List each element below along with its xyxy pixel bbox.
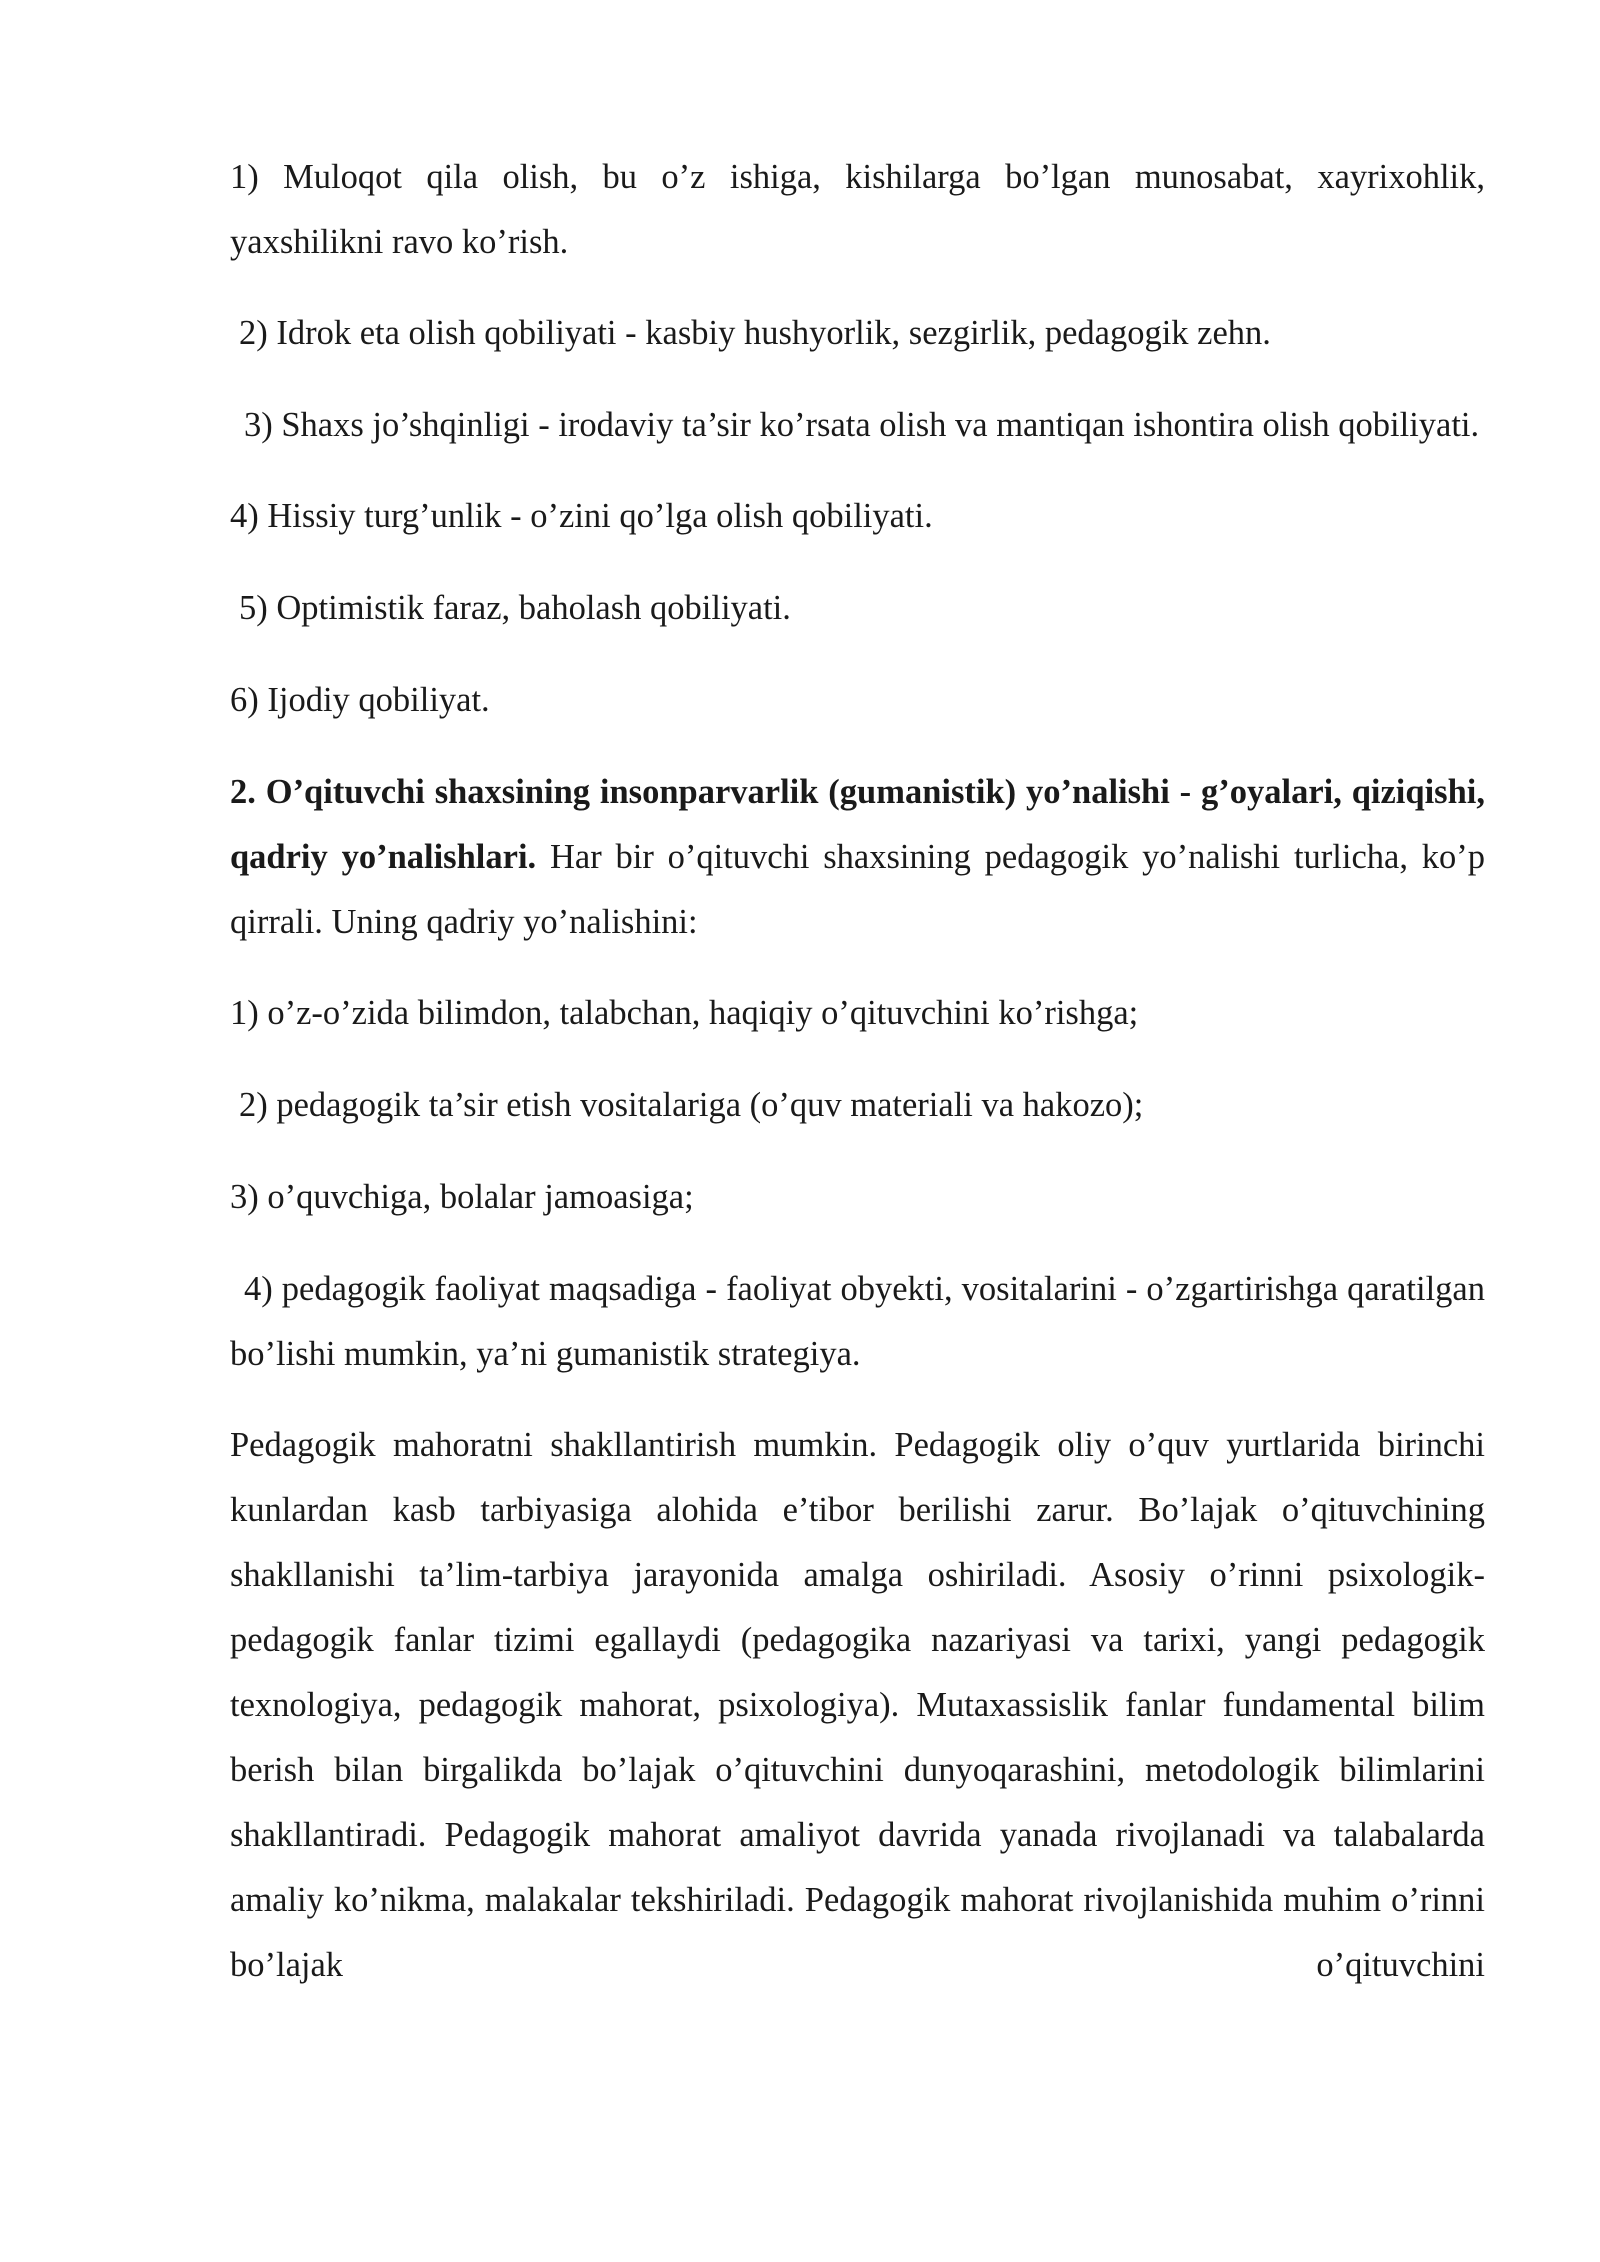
value-item-self: 1) o’z-o’zida bilimdon, talabchan, haqiqiy o’qituvchini ko’rishga; [230,994,1139,1032]
section-paragraph-humanistic [230,760,1485,955]
value-item-means: 2) pedagogik ta’sir etish vositalariga (o’quv materiali va hakozo); [239,1086,1144,1124]
list-item-perception: 2) Idrok eta olish qobiliyati - kasbiy hushyorlik, sezgirlik, pedagogik zehn. [239,314,1271,352]
section-heading: 2. O’qituvchi shaxsining insonparvarlik (gumanistik) yo’nalishi - g’oyalari, qiziqishi, qadriy yo’nalishlari. [230,773,1485,876]
list-item-personality: 3) Shaxs jo’shqinligi - irodaviy ta’sir ko’rsata olish va mantiqan ishontira olish qobiliyati. [244,406,1480,444]
list-item-optimism: 5) Optimistik faraz, baholash qobiliyati. [239,589,791,627]
list-item-communication: 1) Muloqot qila olish, bu o’z ishiga, kishilarga bo’lgan munosabat, xayrixohlik, yaxshilikni ravo ko’rish. [230,158,1485,261]
value-item-students: 3) o’quvchiga, bolalar jamoasiga; [230,1178,694,1216]
section-body: Har bir o’qituvchi shaxsining pedagogik yo’nalishi turlicha, ko’p qirrali. Uning qadriy yo’nalishini: [230,838,1485,941]
body-paragraph-mastery: Pedagogik mahoratni shakllantirish mumkin. Pedagogik oliy o’quv yurtlarida birinchi kunlardan kasb tarbiyasiga alohida e’tibor berilishi zarur. Bo’lajak o’qituvchining shakllanishi ta’lim-tarbiya jarayonida amalga oshiriladi. Asosiy o’rinni psixologik-pedagogik fanlar tizimi egallaydi (pedagogika nazariyasi va tarixi, yangi pedagogik texnologiya, pedagogik mahorat, psixologiya). Mutaxassislik fanlar fundamental bilim berish bilan birgalikda bo’lajak o’qituvchini dunyoqarashini, metodologik bilimlarini shakllantiradi. Pedagogik mahorat amaliyot davrida yanada rivojlanadi va talabalarda amaliy ko’nikma, malakalar tekshiriladi. Pedagogik mahorat rivojlanishida muhim o’rinni bo’lajak o’qituvchini [230,1426,1485,1984]
value-item-goal: 4) pedagogik faoliyat maqsadiga - faoliyat obyekti, vositalarini - o’zgartirishga qaratilgan bo’lishi mumkin, ya’ni gumanistik strategiya. [230,1270,1485,1373]
list-item-emotional-stability: 4) Hissiy turg’unlik - o’zini qo’lga olish qobiliyati. [230,497,933,535]
list-item-creativity: 6) Ijodiy qobiliyat. [230,681,490,719]
